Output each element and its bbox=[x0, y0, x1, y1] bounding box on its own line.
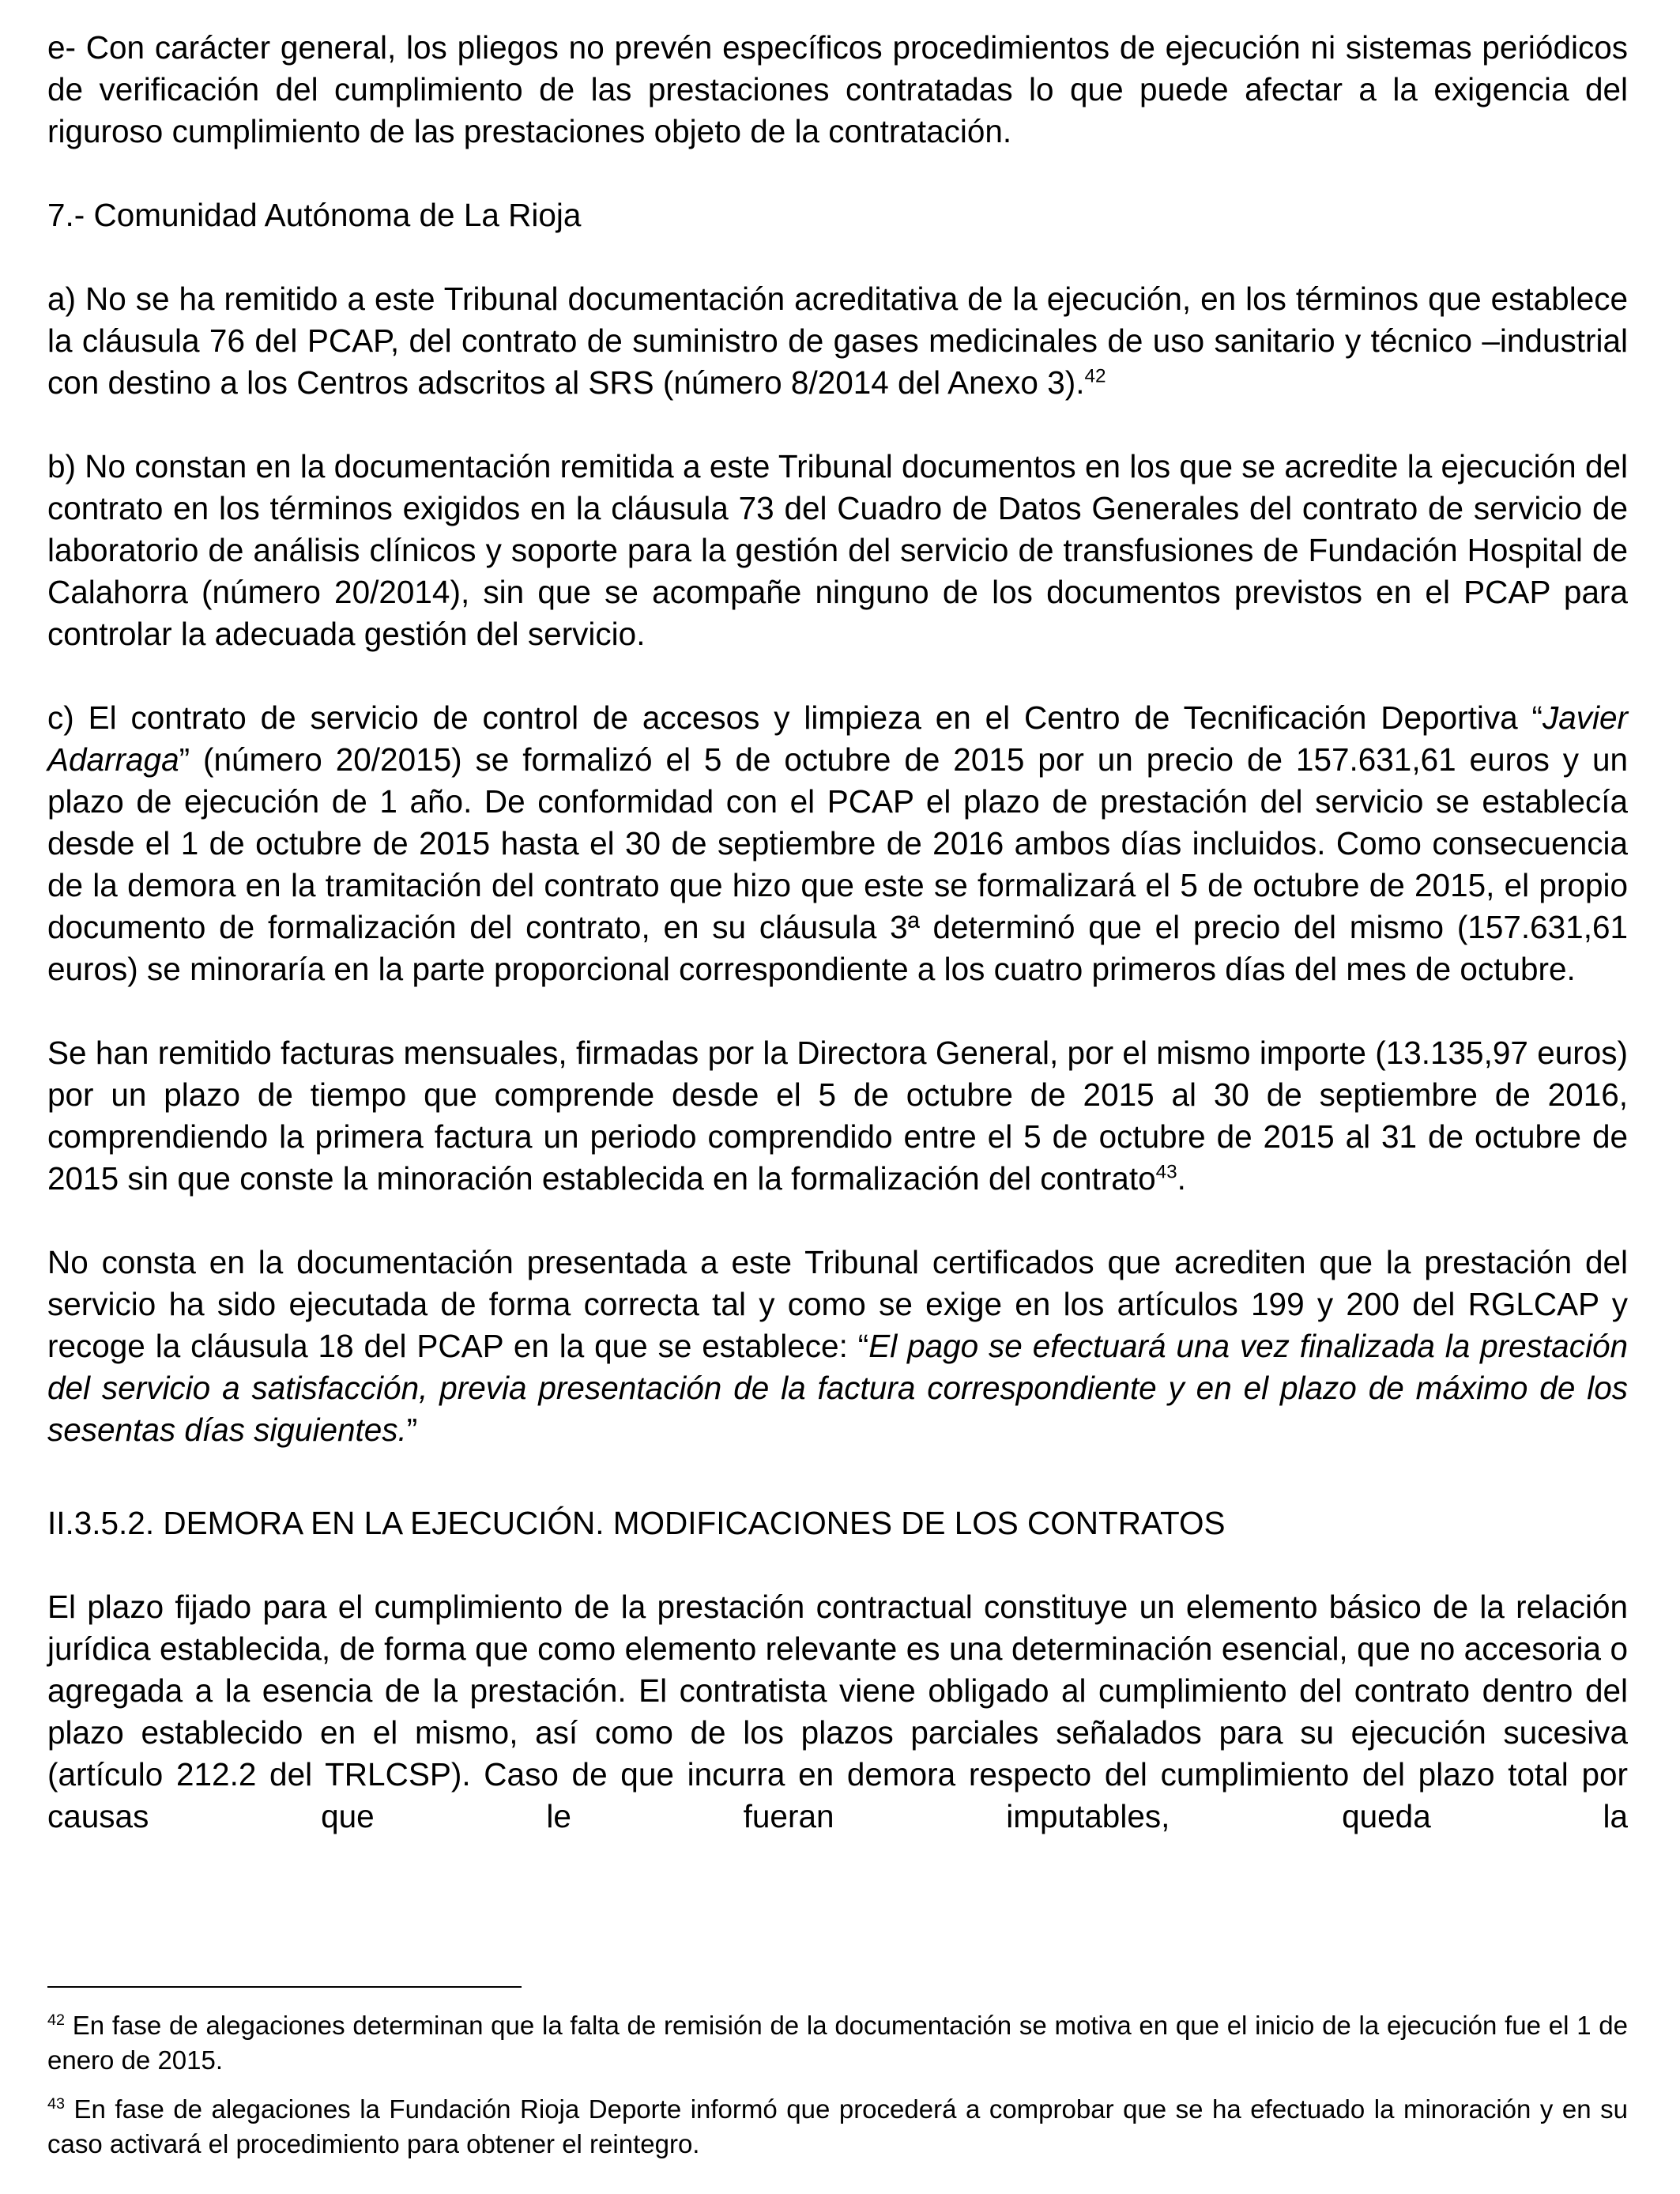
paragraph-c-rest: ” (número 20/2015) se formalizó el 5 de octubre de 2015 por un precio de 157.631,61 euros y un plazo de ejecución de 1 año. De conformidad con el PCAP el plazo de prestación del servicio se establecía desde el 1 de octubre de 2015 hasta el 30 de septiembre de 2016 ambos días incluidos. Como consecuencia de la demora en la tramitación del contrato que hizo que este se formalizará el 5 de octubre de 2015, el propio documento de formalización del contrato, en su cláusula 3ª determinó que el precio del mismo (157.631,61 euros) se minoraría en la parte proporcional correspondiente a los cuatro primeros días del mes de octubre. bbox=[47, 741, 1628, 987]
paragraph-b bbox=[47, 446, 1628, 655]
footnote-text-43: En fase de alegaciones la Fundación Rioja Deporte informó que procederá a comprobar que se ha efectuado la minoración y en su caso activará el procedimiento para obtener el reintegro. bbox=[47, 2094, 1628, 2158]
paragraph-consta-close: ” bbox=[406, 1412, 418, 1448]
paragraph-plazo-text: El plazo fijado para el cumplimiento de la prestación contractual constituye un elemento básico de la relación jurídica establecida, de forma que como elemento relevante es una determinación esencial, que no accesoria o agregada a la esencia de la prestación. El contratista viene obligado al cumplimiento del contrato dentro del plazo establecido en el mismo, así como de los plazos parciales señalados para su ejecución sucesiva (artículo 212.2 del TRLCSP). Caso de que incurra en demora respecto del cumplimiento del plazo total por causas que le fueran imputables, queda la bbox=[47, 1589, 1628, 1834]
paragraph-facturas-text: Se han remitido facturas mensuales, firmadas por la Directora General, por el mismo importe (13.135,97 euros) por un plazo de tiempo que comprende desde el 5 de octubre de 2015 al 30 de septiembre de 2016, comprendiendo la primera factura un periodo comprendido entre el 5 de octubre de 2015 al 31 de octubre de 2015 sin que conste la minoración establecida en la formalización del contrato bbox=[47, 1035, 1628, 1197]
paragraph-plazo bbox=[47, 1586, 1628, 1838]
footnote-separator bbox=[47, 1986, 522, 1988]
footnotes bbox=[47, 2008, 1628, 2176]
paragraph-c-open: c) El contrato de servicio de control de accesos y limpieza en el Centro de Tecnificación Deportiva “ bbox=[47, 699, 1543, 736]
paragraph-facturas bbox=[47, 1032, 1628, 1200]
footnote-ref-43[interactable]: 43 bbox=[1155, 1161, 1177, 1183]
footnote-ref-42[interactable]: 42 bbox=[1084, 365, 1106, 387]
footnote-number-42: 42 bbox=[47, 2011, 66, 2029]
section-heading-la-rioja-text: 7.- Comunidad Autónoma de La Rioja bbox=[47, 197, 582, 233]
document-body bbox=[47, 27, 1628, 1879]
footnote-number-43: 43 bbox=[47, 2095, 66, 2113]
section-heading-demora bbox=[47, 1502, 1628, 1544]
footnote-42 bbox=[47, 2008, 1628, 2078]
footnote-43 bbox=[47, 2092, 1628, 2162]
paragraph-c-center-name: Javier Adarraga bbox=[47, 699, 1628, 778]
section-heading-la-rioja bbox=[47, 194, 1628, 236]
paragraph-a-text: a) No se ha remitido a este Tribunal documentación acreditativa de la ejecución, en los términos que establece la cláusula 76 del PCAP, del contrato de suministro de gases medicinales de uso sanitario y técnico –industrial con destino a los Centros adscritos al SRS (número 8/2014 del Anexo 3). bbox=[47, 281, 1628, 401]
section-heading-demora-text: II.3.5.2. DEMORA EN LA EJECUCIÓN. MODIFICACIONES DE LOS CONTRATOS bbox=[47, 1505, 1226, 1541]
paragraph-c bbox=[47, 697, 1628, 990]
paragraph-facturas-end: . bbox=[1177, 1160, 1186, 1197]
paragraph-e-text: e- Con carácter general, los pliegos no prevén específicos procedimientos de ejecución ni sistemas periódicos de verificación del cumplimiento de las prestaciones contratadas lo que puede afectar a la exigencia del riguroso cumplimiento de las prestaciones objeto de la contratación. bbox=[47, 29, 1628, 149]
paragraph-consta-quote: El pago se efectuará una vez finalizada la prestación del servicio a satisfacción, previa presentación de la factura correspondiente y en el plazo de máximo de los sesentas días siguientes. bbox=[47, 1328, 1628, 1448]
paragraph-b-text: b) No constan en la documentación remitida a este Tribunal documentos en los que se acredite la ejecución del contrato en los términos exigidos en la cláusula 73 del Cuadro de Datos Generales del contrato de servicio de laboratorio de análisis clínicos y soporte para la gestión del servicio de transfusiones de Fundación Hospital de Calahorra (número 20/2014), sin que se acompañe ninguno de los documentos previstos en el PCAP para controlar la adecuada gestión del servicio. bbox=[47, 448, 1628, 652]
paragraph-a bbox=[47, 278, 1628, 404]
paragraph-e bbox=[47, 27, 1628, 153]
paragraph-consta-open: No consta en la documentación presentada a este Tribunal certificados que acrediten que la prestación del servicio ha sido ejecutada de forma correcta tal y como se exige en los artículos 199 y 200 del RGLCAP y recoge la cláusula 18 del PCAP en la que se establece: “ bbox=[47, 1244, 1628, 1364]
paragraph-consta bbox=[47, 1242, 1628, 1451]
footnote-text-42: En fase de alegaciones determinan que la falta de remisión de la documentación se motiva en que el inicio de la ejecución fue el 1 de enero de 2015. bbox=[47, 2011, 1628, 2075]
